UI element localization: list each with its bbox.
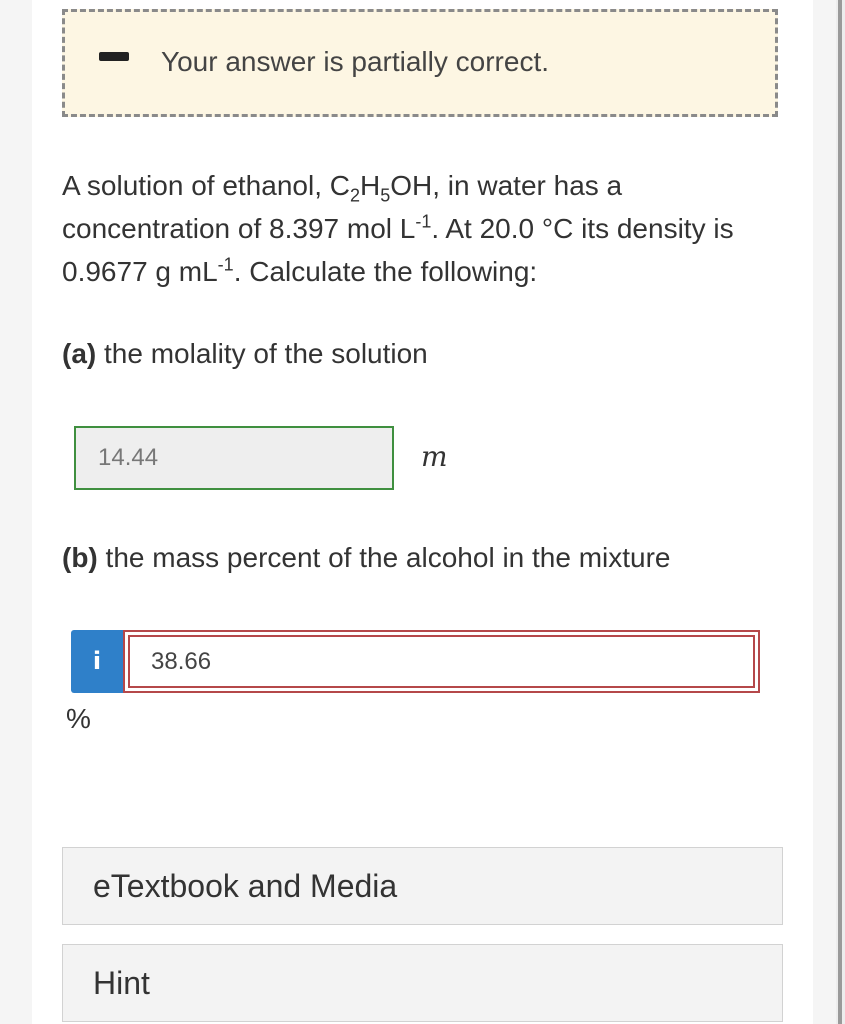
part-a-label: (a) the molality of the solution [62,338,428,369]
part-b-unit: % [66,703,91,734]
part-b-label: (b) the mass percent of the alcohol in the mixture [62,542,671,573]
part-a-unit: m [421,440,448,473]
feedback-message: Your answer is partially correct. [161,46,550,77]
feedback-banner [62,9,778,117]
question-text: A solution of ethanol, $C_2H_5OH$, in water has a concentration of 8.397 mol $L^{-1}$. At 20.0 °C its density is 0.9677 g $mL^{-1}$. Calculate the following: [62,170,734,287]
part-a-answer-field[interactable]: 14.44 [74,426,394,490]
etextbook-media-button[interactable]: eTextbook and Media [62,847,783,925]
info-icon[interactable]: i [71,630,123,693]
scrollbar[interactable] [836,0,845,1024]
part-b-answer-field[interactable]: 38.66 [123,630,760,693]
minus-icon [99,52,129,61]
hint-button[interactable]: Hint [62,944,783,1022]
